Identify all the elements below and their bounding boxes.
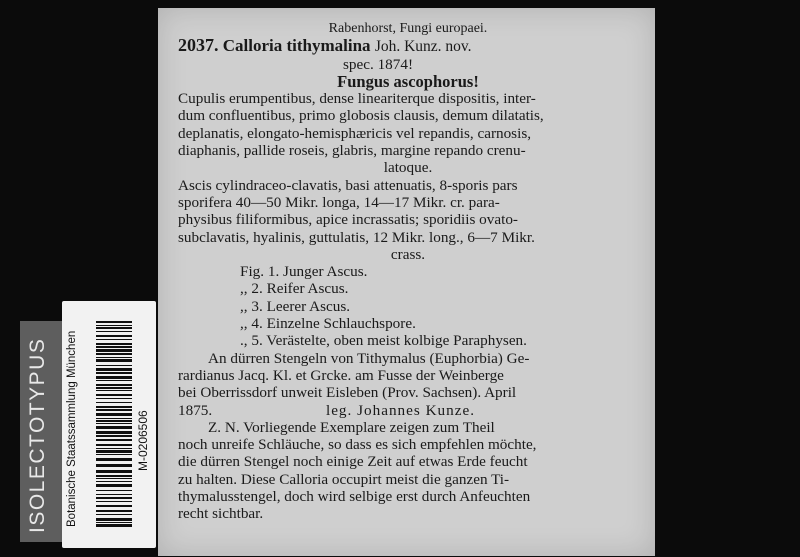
figure-item: ,, 2. Reifer Ascus. [240, 280, 349, 298]
text-line: zu halten. Diese Calloria occupirt meist die ganzen Ti- [178, 470, 510, 488]
text-line [178, 402, 638, 419]
text-line: Z. N. Vorliegende Exemplare zeigen zum Theil [208, 418, 495, 436]
text-line: Cupulis erumpentibus, dense lineariterque dispositis, inter- [178, 90, 536, 108]
species-author-line2: spec. 1874! [342, 55, 413, 73]
text-line: dum confluentibus, primo globosis clausis, demum dilatatis, [178, 107, 544, 125]
text-line: bei Oberrissdorf unweit Eisleben (Prov. Sachsen). April [178, 384, 517, 402]
species-title [178, 37, 638, 55]
barcode-number-text: M-0206506 [136, 410, 150, 471]
text-line: die dürren Stengel noch einige Zeit auf etwas Erde feucht [178, 453, 528, 471]
description-block [178, 90, 638, 176]
note-block [178, 419, 638, 523]
figure-item: ., 5. Verästelte, oben meist kolbige Paraphysen. [240, 332, 527, 350]
year: 1875. [178, 401, 213, 419]
species-name: Calloria tithymalina [222, 36, 371, 56]
barcode-card [62, 301, 156, 548]
collector: leg. Johannes Kunze. [325, 401, 476, 419]
figure-item: Fig. 1. Junger Ascus. [240, 263, 368, 281]
figure-item: ,, 3. Leerer Ascus. [240, 297, 351, 315]
text-line: recht sichtbar. [178, 505, 264, 523]
figure-legend [178, 263, 638, 349]
text-line: thymalusstengel, doch wird selbige erst durch Anfeuchten [178, 488, 531, 506]
species-author: Joh. Kunz. nov. [374, 38, 472, 56]
text-line: diaphanis, pallide roseis, glabris, margine repando crenu- [178, 142, 526, 160]
type-status-box [20, 321, 62, 542]
text-line: rardianus Jacq. Kl. et Grcke. am Fusse der Weinberge [178, 366, 504, 384]
barcode-icon [96, 321, 132, 527]
type-status-text: ISOLECTOTYPUS [26, 337, 49, 533]
text-line: latoque. [383, 159, 433, 177]
figure-item: ,, 4. Einzelne Schlauchspore. [240, 315, 416, 333]
habitat-block [178, 350, 638, 419]
text-line: Ascis cylindraceo-clavatis, basi attenuatis, 8-sporis pars [178, 176, 518, 194]
text-line: sporifera 40—50 Mikr. longa, 14—17 Mikr. cr. para- [178, 193, 500, 211]
label-text [178, 20, 638, 523]
text-line: An dürren Stengeln von Tithymalus (Euphorbia) Ge- [208, 349, 530, 367]
text-line: deplanatis, elongato-hemisphæricis vel repandis, carnosis, [178, 124, 532, 142]
text-line: crass. [390, 245, 426, 263]
text-line: noch unreife Schläuche, so dass es sich empfehlen möchte, [178, 436, 537, 454]
exsiccata-header: Rabenhorst, Fungi europaei. [328, 21, 488, 36]
exsiccata-number: 2037. [178, 35, 219, 56]
institution-text: Botanische Staatssammlung München [66, 330, 78, 527]
text-line: subclavatis, hyalinis, guttulatis, 12 Mikr. long., 6—7 Mikr. [178, 228, 535, 246]
barcode-number [136, 321, 154, 527]
institution-label [66, 321, 84, 527]
text-line: physibus filiformibus, apice incrassatis; sporidiis ovato- [178, 211, 518, 229]
asci-block [178, 177, 638, 263]
specimen-label [158, 8, 655, 556]
fungus-type: Fungus ascophorus! [337, 71, 479, 91]
